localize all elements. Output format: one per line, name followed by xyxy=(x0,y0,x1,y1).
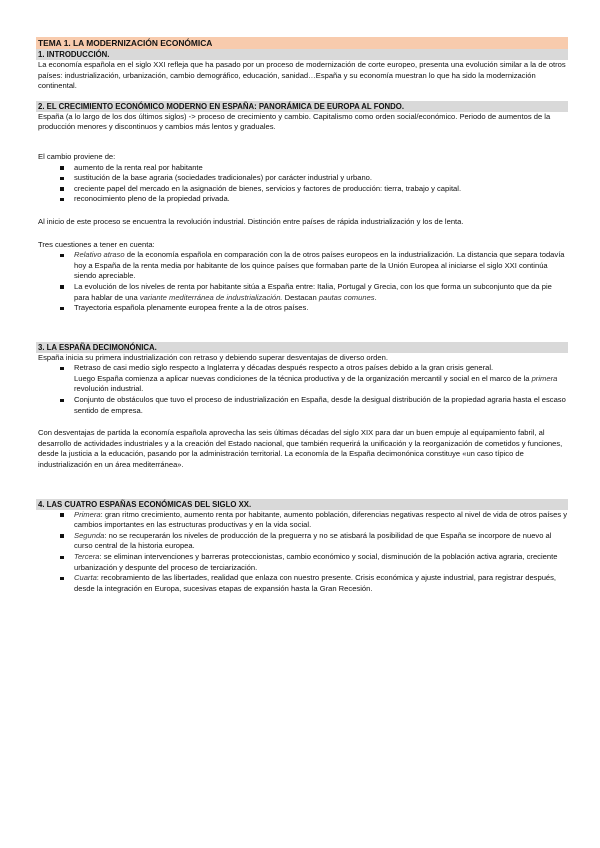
section-3-closing: Con desventajas de partida la economía española aprovecha las seis últimas décadas del siglo XIX para dar un buen empuje al equipamiento fabril, al desarrollo de actividades industriales y a la creación del Estado nacional, que también requerirá la unificación y la reorganización de cometidos y funciones, desde la justicia a la educación, pasando por la administración territorial. La economía de la España decimonónica constituye «un caso típico de industrialización en un área mediterránea». xyxy=(38,428,563,470)
section-4-list xyxy=(36,510,568,595)
emphasis: Cuarta xyxy=(74,573,97,583)
cuestiones-list xyxy=(36,250,568,314)
emphasis: pautas comunes xyxy=(318,292,375,302)
document-content xyxy=(36,37,568,594)
section-2-intro: España (a lo largo de los dos últimos siglos) -> proceso de crecimiento y cambio. Capitalismo como orden social/económico. Periodo de aumentos de la producción menores y discontinuos y cambios más lentos y graduales. xyxy=(38,111,551,132)
list-item: Cuarta: recobramiento de las libertades, realidad que enlaza con nuestro presente. Crisis económica y ajuste industrial, para registrar después, desde la integración en Europa, sucesivas etapas de expansión hasta la Gran Recesión. xyxy=(74,573,568,594)
emphasis: Relativo atraso xyxy=(74,250,125,260)
emphasis: variante mediterránea de industrialización. xyxy=(139,292,283,302)
section-4-heading: 4. LAS CUATRO ESPAÑAS ECONÓMICAS DEL SIGLO XX. xyxy=(36,499,568,510)
list-item: Segunda: no se recuperarán los niveles de producción de la preguerra y no se atisbará la posibilidad de que España se incorpore de nuevo al curso central de la historia europea. xyxy=(74,531,568,552)
list-item: La evolución de los niveles de renta por habitante sitúa a España entre: Italia, Portugal y Grecia, con los que forma un subconjunto que da pie para hablar de una variante mediterránea de industrialización. Destacan pautas comunes. xyxy=(74,282,568,303)
section-3-heading: 3. LA ESPAÑA DECIMONÓNICA. xyxy=(36,342,568,353)
emphasis: primera xyxy=(531,373,558,383)
list-item: Primera: gran ritmo crecimiento, aumento renta por habitante, aumento población, diferencias negativas respecto al nivel de vida de otros países y cambios importantes en las estructuras productivas y en la vida social. xyxy=(74,509,568,530)
list-item: reconocimiento pleno de la propiedad privada. xyxy=(74,194,568,205)
list-item: sustitución de la base agraria (sociedades tradicionales) por carácter industrial y urbano. xyxy=(74,173,568,184)
cambio-label: El cambio proviene de: xyxy=(38,151,116,161)
list-item: Trayectoria española plenamente europea frente a la de otros países. xyxy=(74,303,568,314)
list-item: Conjunto de obstáculos que tuvo el proceso de industrialización en España, desde la desigual distribución de la propiedad agraria hasta el escaso sentido de empresa. xyxy=(74,395,568,416)
cambio-list xyxy=(36,163,568,205)
list-item: Retraso de casi medio siglo respecto a Inglaterra y décadas después respecto a otros países debido a la gran crisis general. Luego España comienza a aplicar nuevas condiciones de la técnica productiva y de la organización mercantil y social en el marco de la primera revolución industrial. xyxy=(74,363,568,395)
emphasis: Segunda xyxy=(74,530,105,540)
document-title: TEMA 1. LA MODERNIZACIÓN ECONÓMICA xyxy=(36,37,568,49)
list-item: aumento de la renta real por habitante xyxy=(74,163,568,174)
section-3-intro: España inicia su primera industrialización con retraso y debiendo superar desventajas de diverso orden. xyxy=(38,352,388,362)
section-3-list xyxy=(36,363,568,416)
section-2-heading: 2. EL CRECIMIENTO ECONÓMICO MODERNO EN ESPAÑA: PANORÁMICA DE EUROPA AL FONDO. xyxy=(36,101,568,112)
emphasis: Primera xyxy=(74,509,101,519)
section-1-heading: 1. INTRODUCCIÓN. xyxy=(36,49,568,60)
list-item: Relativo atraso de la economía española en comparación con la de otros países europeos en la industrialización. La distancia que separa todavía hoy a España de la renta media por habitante de los quince países que formaban parte de la Unión Europea al iniciarse el siglo XXI continúa siendo apreciable. xyxy=(74,250,568,282)
revolucion-text: Al inicio de este proceso se encuentra la revolución industrial. Distinción entre países de rápida industrialización y los de lenta. xyxy=(38,216,464,226)
cuestiones-label: Tres cuestiones a tener en cuenta: xyxy=(38,239,155,249)
section-1-text: La economía española en el siglo XXI refleja que ha pasado por un proceso de modernización de corte europeo, presenta una evolución similar a la de otros países: industrialización, urbanización, cambio demográfico, educación, sanidad…España y su economía muestran lo que ha sido la modernización continental. xyxy=(38,60,566,91)
list-item: Tercera: se eliminan intervenciones y barreras proteccionistas, cambio económico y social, disminución de la población activa agraria, creciente urbanización y despunte del proceso de terciarización. xyxy=(74,552,568,573)
emphasis: Tercera xyxy=(74,552,100,561)
list-item: creciente papel del mercado en la asignación de bienes, servicios y factores de producción: tierra, trabajo y capital. xyxy=(74,184,568,195)
